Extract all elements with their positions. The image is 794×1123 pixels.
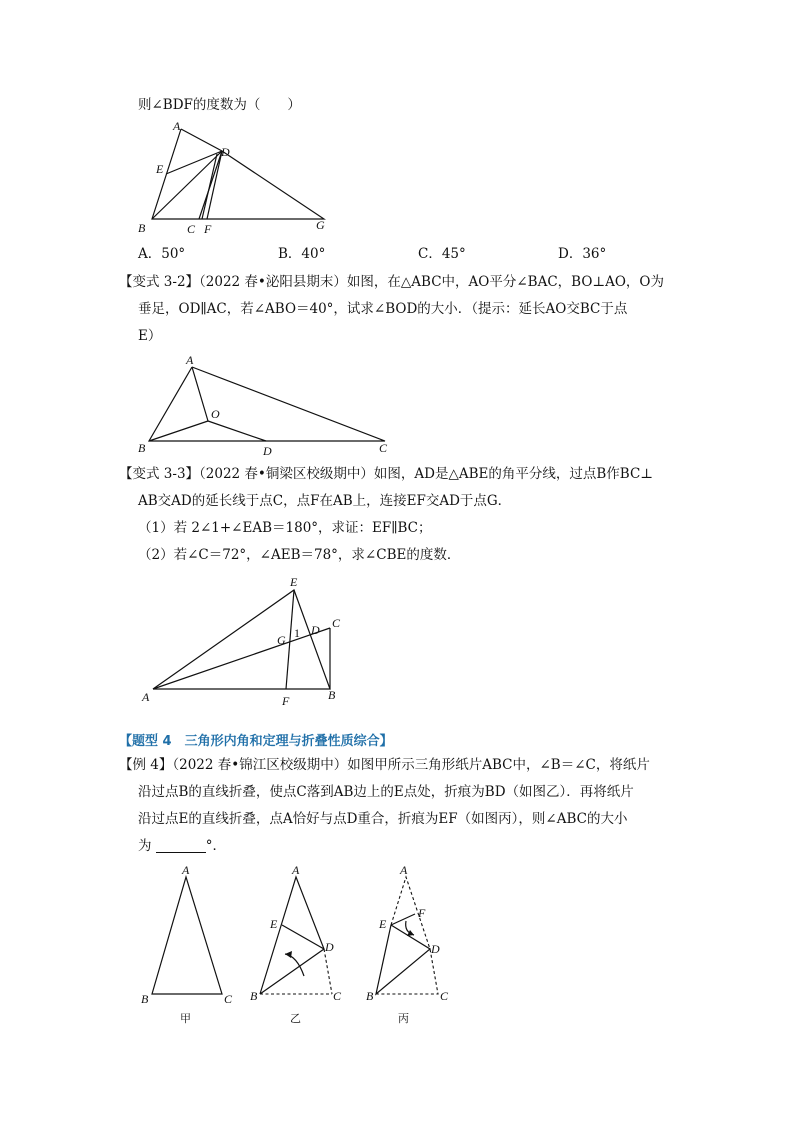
choice-d[interactable]: D．36° [558,246,607,262]
label-G: G [277,633,286,647]
label-B: B [328,688,336,702]
label-A: A [173,119,181,133]
label-D: D [311,623,320,637]
label-D: D [325,940,334,954]
label-B: B [138,441,146,455]
ex4-line2: 沿过点B的直线折叠，使点C落到AB边上的E点处，折痕为BD（如图乙）．再将纸片 [138,784,634,800]
label-E: E [156,162,164,176]
label-E: E [379,917,387,931]
choice-b[interactable]: B．40° [278,246,326,262]
label-A: A [186,353,194,367]
label-C: C [333,989,342,1003]
label-C: C [332,616,341,630]
label-F: F [418,906,426,920]
label-C: C [224,992,233,1006]
label-D: D [221,145,230,159]
label-E: E [270,917,278,931]
answer-blank[interactable] [156,839,206,853]
label-A: A [400,863,408,877]
label-D: D [431,942,440,956]
q32-line1: 【变式 3-2】（2022 春•泌阳县期末）如图，在△ABC中，AO平分∠BAC，BO⊥AO，O为 [119,274,664,290]
q33-line2: AB交AD的延长线于点C，点F在AB上，连接EF交AD于点G． [138,493,512,509]
q33-line1: 【变式 3-3】（2022 春•铜梁区校级期中）如图，AD是△ABE的角平分线，过点B作BC⊥ [119,466,653,482]
q33-line4: （2）若∠C＝72°，∠AEB＝78°，求∠CBE的度数． [138,547,461,563]
figure-jia [140,862,240,1027]
choice-a[interactable]: A．50° [138,246,186,262]
figure-bing [360,862,470,1027]
answer-choices [138,246,698,263]
q32-line3: E） [138,328,162,344]
label-G: G [316,218,325,232]
figure-q32-triangle [135,352,400,457]
q32-line2: 垂足，OD∥AC，若∠ABO＝40°，试求∠BOD的大小．（提示：延长AO交BC于点 [138,301,628,317]
ex4-line4 [138,838,226,855]
label-B: B [141,992,149,1006]
label-C: C [187,222,196,236]
caption-jia: 甲 [180,1012,191,1025]
prev-question-line: 则∠BDF的度数为（ ） [138,97,301,113]
label-B: B [366,989,374,1003]
label-D: D [263,444,272,458]
figure-q33 [140,572,355,712]
label-C: C [440,989,449,1003]
label-C: C [379,441,388,455]
ex4-line1: 【例 4】（2022 春•锦江区校级期中）如图甲所示三角形纸片ABC中，∠B＝∠C，将纸片 [119,757,650,773]
label-F: F [282,694,290,708]
figure-bdf-triangle [135,118,345,238]
ex4-line4-post: °． [205,838,227,854]
figure-yi [245,862,355,1027]
label-A: A [292,863,300,877]
ex4-line3: 沿过点E的直线折叠，点A恰好与点D重合，折痕为EF（如图丙），则∠ABC的大小 [138,811,628,827]
label-A: A [182,863,190,877]
q33-line3: （1）若 2∠1+∠EAB＝180°，求证：EF∥BC； [138,520,432,536]
label-B: B [138,221,146,235]
label-A: A [142,690,150,704]
label-E: E [290,575,298,589]
caption-bing: 丙 [398,1012,409,1025]
section-heading: 【题型 4 三角形内角和定理与折叠性质综合】 [119,734,393,749]
caption-yi: 乙 [290,1012,301,1025]
choice-c[interactable]: C．45° [418,246,466,262]
ex4-line4-pre: 为 [138,838,152,854]
label-O: O [211,407,220,421]
label-B: B [250,989,258,1003]
label-1: 1 [294,626,300,640]
label-F: F [204,222,212,236]
